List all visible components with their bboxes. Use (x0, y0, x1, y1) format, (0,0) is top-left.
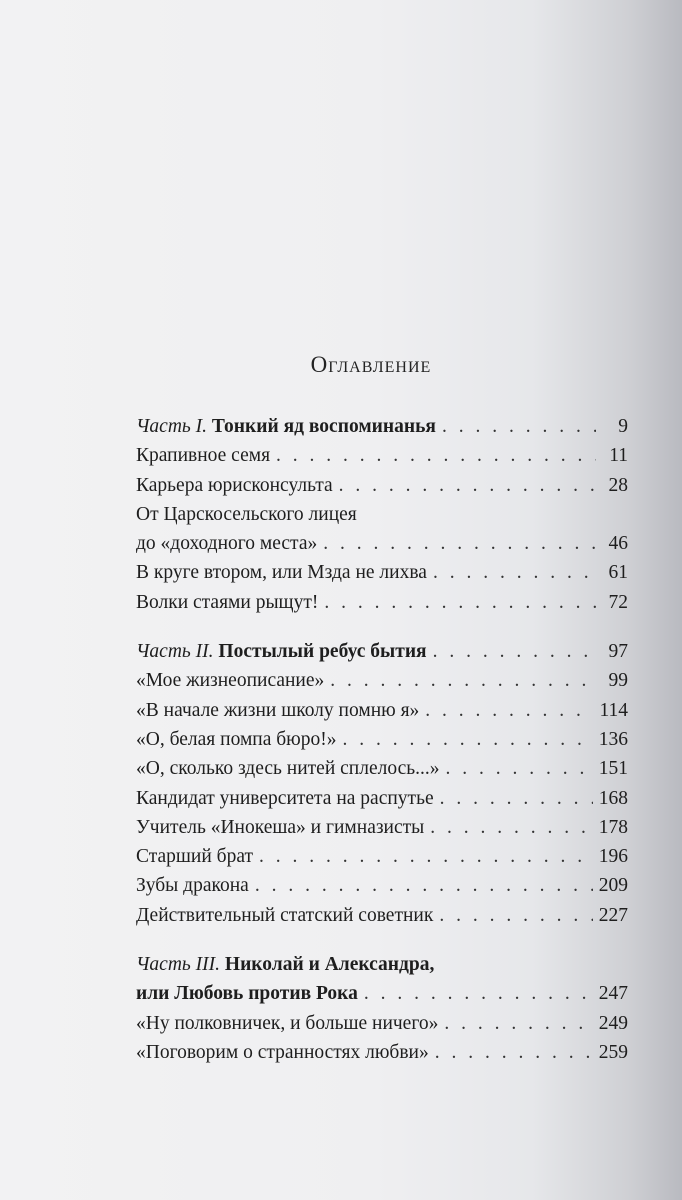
page-number: 97 (608, 641, 628, 663)
toc-entry (136, 529, 628, 558)
dot-leader (255, 871, 593, 900)
toc-entry (136, 696, 628, 725)
page-number: 46 (608, 533, 628, 555)
toc-entry (136, 871, 628, 900)
dot-leader (433, 558, 596, 587)
dot-leader (364, 979, 593, 1008)
dot-leader (339, 471, 596, 500)
toc-entry (136, 441, 628, 470)
dot-leader (444, 1009, 592, 1038)
page-number: 227 (598, 904, 628, 926)
entry-title: «В начале жизни школу помню я» (136, 699, 420, 721)
toc-entry-label (136, 441, 270, 470)
toc-entry-label (136, 500, 357, 529)
toc-entry-label (136, 813, 424, 842)
toc-entry (136, 813, 628, 842)
toc-entry (136, 588, 628, 617)
toc-part-heading (136, 950, 628, 979)
toc-entry (136, 784, 628, 813)
entry-title: Крапивное семя (136, 445, 271, 467)
toc-entry (136, 666, 628, 695)
page-number: 72 (608, 591, 628, 613)
page-number: 9 (618, 416, 628, 437)
entry-title: Волки стаями рыщут! (136, 591, 319, 613)
toc-entry-label (136, 1038, 429, 1067)
page-title: Оглавление (310, 352, 432, 377)
page-number: 61 (608, 562, 628, 584)
toc-entry (136, 471, 628, 500)
entry-title: «Поговорим о странностях любви» (136, 1041, 429, 1063)
toc-entry (136, 901, 628, 930)
page-number: 209 (598, 875, 628, 897)
toc-entry-label (136, 1009, 438, 1038)
dot-leader (330, 666, 596, 695)
part-number: Часть III. (136, 954, 221, 976)
entry-title: Действительный статский советник (136, 904, 434, 926)
dot-leader (425, 696, 593, 725)
toc-entry (136, 1009, 628, 1038)
dot-leader (259, 842, 593, 871)
page-number: 168 (598, 787, 628, 809)
entry-title: От Царскосельского лицея (136, 503, 357, 525)
dot-leader (324, 588, 596, 617)
toc-entry-label (136, 529, 317, 558)
toc-entry (136, 754, 628, 783)
dot-leader (435, 1038, 593, 1067)
toc-entry-label (136, 588, 318, 617)
dot-leader (433, 637, 596, 666)
page-number: 151 (598, 758, 628, 780)
toc-entry (136, 842, 628, 871)
entry-title: «Ну полковничек, и больше ничего» (136, 1012, 439, 1034)
entry-title: или Любовь против Рока (136, 983, 358, 1005)
toc-entry (136, 500, 628, 529)
entry-title: Николай и Александра, (224, 954, 435, 976)
entry-title: Постылый ребус бытия (218, 641, 427, 663)
toc-entry-label (136, 666, 324, 695)
entry-title: «Мое жизнеописание» (136, 670, 325, 692)
toc-entry-label (136, 412, 436, 441)
dot-leader (276, 441, 596, 470)
dot-leader (323, 529, 596, 558)
toc-entry-label (136, 754, 440, 783)
entry-title: Карьера юрисконсульта (136, 474, 333, 496)
toc-entry (136, 1038, 628, 1067)
dot-leader (442, 412, 596, 441)
entry-title: Кандидат университета на распутье (136, 787, 434, 809)
entry-title: Тонкий яд воспоминанья (211, 416, 436, 437)
page-number: 178 (598, 816, 628, 838)
page-number: 28 (608, 474, 628, 496)
part-number: Часть II. (136, 641, 214, 663)
dot-leader (342, 725, 592, 754)
dot-leader (439, 901, 592, 930)
toc-entry-label (136, 871, 249, 900)
toc-entry (136, 979, 628, 1008)
entry-title: Учитель «Инокеша» и гимназисты (136, 816, 425, 838)
entry-title: «О, белая помпа бюро!» (136, 728, 337, 750)
toc-entry-label (136, 696, 419, 725)
entry-title: Зубы дракона (136, 875, 249, 897)
toc-entry-label (136, 637, 427, 666)
toc-entry-label (136, 725, 336, 754)
toc-entry (136, 558, 628, 587)
dot-leader (446, 754, 593, 783)
table-of-contents (136, 412, 628, 1067)
toc-entry-label (136, 842, 253, 871)
part-number: Часть I. (136, 416, 208, 437)
toc-entry-label (136, 950, 434, 979)
entry-title: В круге втором, или Мзда не лихва (136, 562, 427, 584)
toc-entry-label (136, 979, 358, 1008)
toc-entry-label (136, 784, 434, 813)
page-number: 99 (608, 670, 628, 692)
page-number: 249 (598, 1012, 628, 1034)
toc-part-heading (136, 412, 628, 441)
toc-entry-label (136, 471, 333, 500)
dot-leader (440, 784, 593, 813)
page-number: 247 (598, 983, 628, 1005)
page-number: 11 (609, 445, 628, 467)
toc-entry-label (136, 558, 427, 587)
entry-title: до «доходного места» (136, 533, 318, 555)
toc-part-heading (136, 637, 628, 666)
toc-entry (136, 725, 628, 754)
page-number: 136 (598, 728, 628, 750)
page-number: 259 (598, 1041, 628, 1063)
entry-title: «О, сколько здесь нитей сплелось...» (136, 758, 440, 780)
dot-leader (430, 813, 592, 842)
page-number: 114 (599, 699, 628, 721)
page-number: 196 (598, 846, 628, 868)
entry-title: Старший брат (136, 846, 254, 868)
toc-entry-label (136, 901, 433, 930)
